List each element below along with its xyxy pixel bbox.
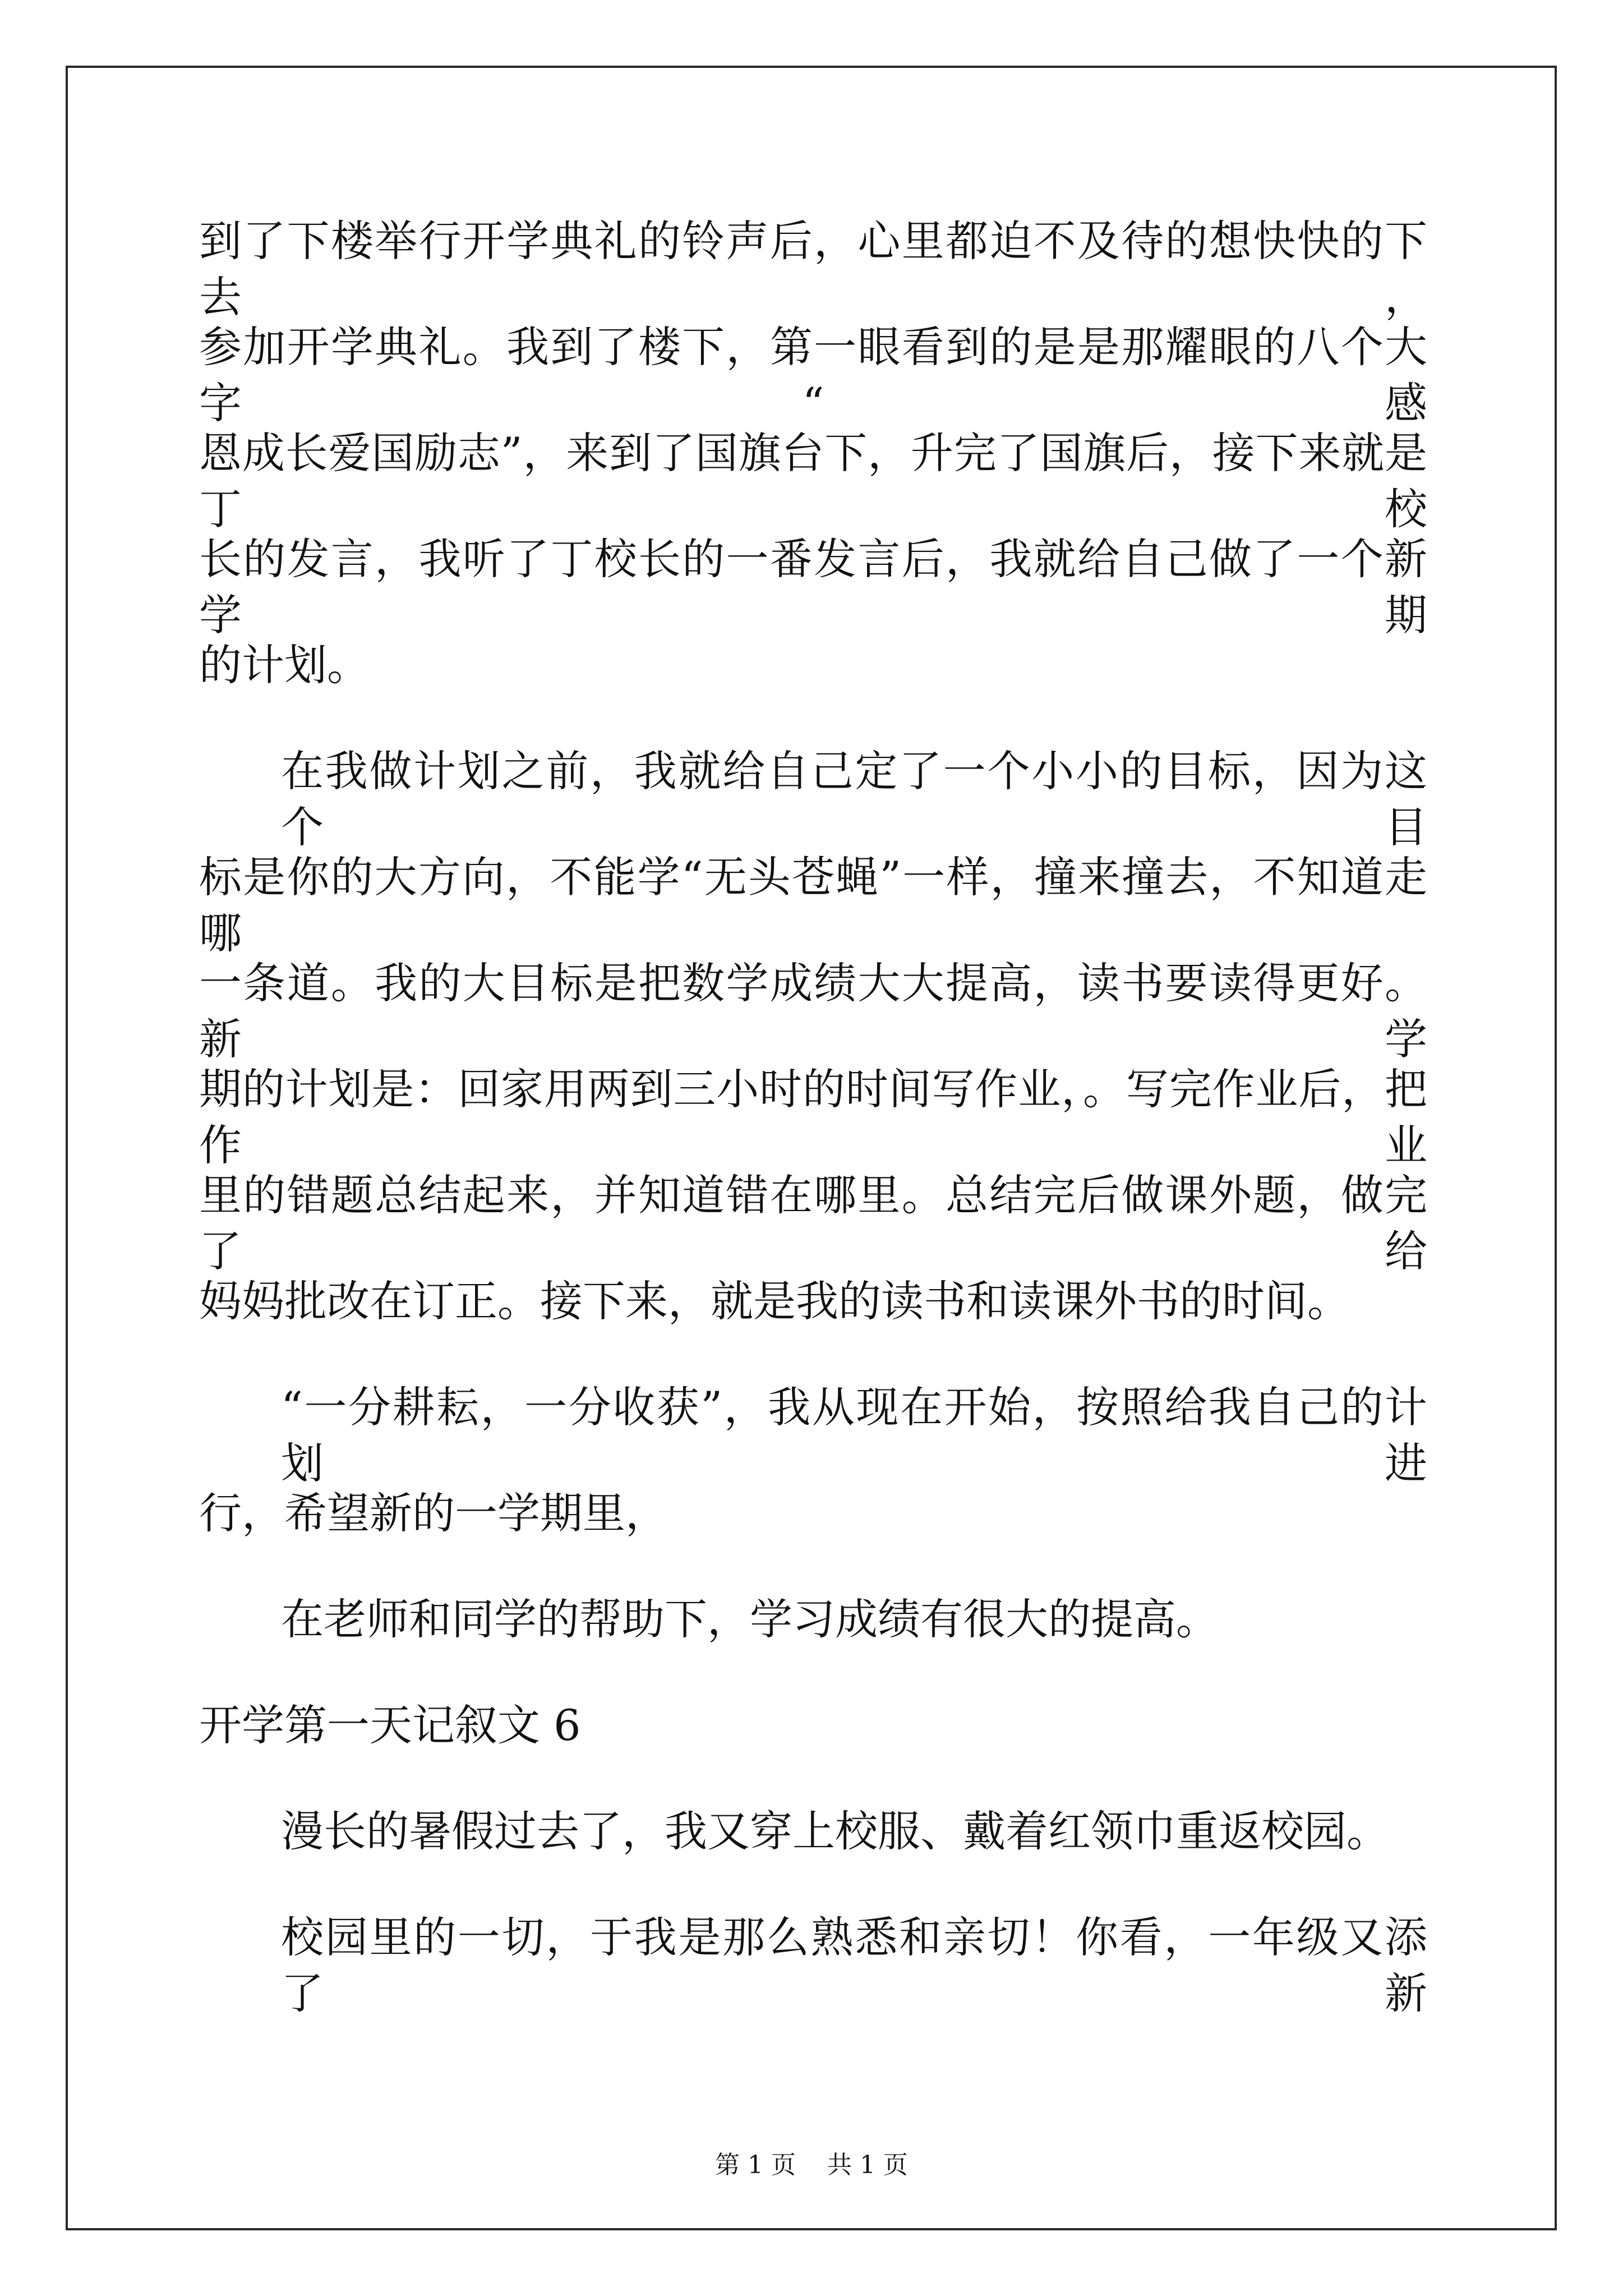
paragraph-start-line: 校园里的一切，于我是那么熟悉和亲切！你看，一年级又添了新 — [281, 1912, 1427, 2018]
text-line: 行，希望新的一学期里， — [199, 1488, 668, 1538]
text-line: 的计划。 — [199, 640, 370, 690]
paragraph-start-line: 漫长的暑假过去了，我又穿上校服、戴着红领巾重返校园。 — [281, 1806, 1389, 1856]
page-number: 第 1 页 共 1 页 — [715, 2151, 908, 2179]
text-line: 期的计划是：回家用两到三小时的时间写作业，。写完作业后，把作业 — [199, 1064, 1427, 1170]
text-line: 里的错题总结起来，并知道错在哪里。总结完后做课外题，做完了给 — [199, 1170, 1427, 1276]
text-line: 妈妈批改在订正。接下来，就是我的读书和读课外书的时间。 — [199, 1276, 1350, 1326]
text-line: 标是你的大方向，不能学“无头苍蝇”一样，撞来撞去，不知道走哪 — [199, 852, 1427, 958]
text-line: 长的发言，我听了丁校长的一番发言后，我就给自己做了一个新学期 — [199, 534, 1427, 640]
text-line: 一条道。我的大目标是把数学成绩大大提高，读书要读得更好。新学 — [199, 958, 1427, 1064]
paragraph-start-line: 在我做计划之前，我就给自己定了一个小小的目标，因为这个目 — [281, 746, 1427, 852]
section-heading: 开学第一天记叙文 6 — [199, 1700, 581, 1750]
page-footer — [0, 2148, 1623, 2182]
text-line: 到了下楼举行开学典礼的铃声后，心里都迫不及待的想快快的下去， — [199, 216, 1427, 322]
text-line: 恩成长爱国励志”，来到了国旗台下，升完了国旗后，接下来就是丁校 — [199, 428, 1427, 534]
paragraph-start-line: “一分耕耘，一分收获”，我从现在开始，按照给我自己的计划进 — [281, 1382, 1427, 1488]
paragraph-start-line: 在老师和同学的帮助下，学习成绩有很大的提高。 — [281, 1594, 1219, 1644]
text-line: 参加开学典礼。我到了楼下，第一眼看到的是是那耀眼的八个大字“感 — [199, 322, 1427, 428]
